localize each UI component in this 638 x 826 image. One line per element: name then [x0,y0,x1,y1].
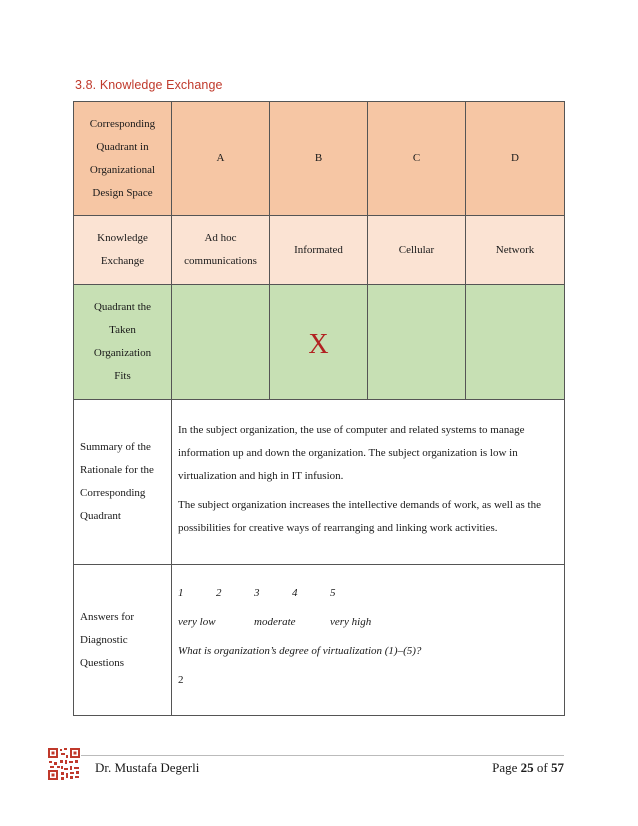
scale-number: 4 [292,587,298,599]
fit-cell-b [270,285,368,400]
summary-label-line: Rationale for the [80,464,154,476]
column-header-c: C [368,102,466,216]
knowledge-cell-b: Informated [270,216,368,285]
header-row [74,102,565,216]
answers-label-line: Questions [80,656,124,669]
knowledge-cell-c: Cellular [368,216,466,285]
answers-label-line: Diagnostic [80,633,128,646]
knowledge-cell-a [172,216,270,285]
fit-label-cell [74,285,172,400]
answers-label-cell [74,565,172,716]
header-label-line: Corresponding [89,117,156,130]
quadrant-fit-row [74,285,565,400]
answers-text-cell [172,565,565,716]
header-label-line: Organizational [89,163,156,176]
diagnostic-answer: 2 [178,674,184,686]
section-heading: 3.8. Knowledge Exchange [75,78,223,92]
footer-page-number [492,760,564,776]
summary-label-cell [74,400,172,565]
of-word: of [536,760,548,775]
qr-code-icon [47,747,81,781]
knowledge-cell-line: communications [184,255,257,267]
scale-word: very high [330,616,372,628]
summary-label-line: Corresponding [80,487,146,499]
page-current: 25 [520,760,534,775]
summary-paragraph-1: In the subject organization, the use of computer and related systems to manage information up and down the organization. The subject organization is low in virtualization and high in IT infusion. [178,423,525,482]
diagnostic-question: What is organization’s degree of virtualization (1)–(5)? [178,645,422,657]
fit-cell-a [172,285,270,400]
fit-label-line: Fits [114,370,131,382]
fit-cell-d [466,285,565,400]
header-label-line: Design Space [92,186,153,199]
summary-label-line: Summary of the [80,441,151,453]
column-header-a: A [172,102,270,216]
fit-label-line: Quadrant the [93,301,152,313]
footer-author: Dr. Mustafa Degerli [95,760,200,775]
page-total: 57 [551,760,564,775]
header-label-cell [74,102,172,216]
knowledge-cell-d: Network [466,216,565,285]
summary-text-cell [172,400,565,565]
knowledge-cell-line: Ad hoc [204,232,237,244]
fit-label-line: Taken [109,324,136,336]
knowledge-exchange-row [74,216,565,285]
page-word: Page [492,760,518,775]
column-header-d: D [466,102,565,216]
knowledge-label-line: Exchange [100,255,145,267]
scale-words [178,611,558,634]
scale-number: 5 [330,587,336,599]
scale-number: 1 [178,587,184,599]
summary-row [74,400,565,565]
scale-word: moderate [254,616,296,628]
knowledge-label-cell [74,216,172,285]
answers-label-line: Answers for [80,610,135,623]
footer-divider [73,755,564,756]
quadrant-table [73,101,565,716]
scale-number: 3 [254,587,260,599]
selected-quadrant-mark: X [308,329,329,360]
summary-label-line: Quadrant [80,510,121,522]
fit-label-line: Organization [93,347,152,359]
summary-paragraph-2: The subject organization increases the intellective demands of work, as well as the possibilities for creative ways of rearranging and linking work activities. [178,498,541,534]
column-header-b: B [270,102,368,216]
fit-cell-c [368,285,466,400]
answers-row [74,565,565,716]
scale-word: very low [178,616,216,628]
scale-numbers [178,582,558,605]
scale-number: 2 [216,587,222,599]
header-label-line: Quadrant in [96,140,149,153]
knowledge-label-line: Knowledge [97,232,148,244]
